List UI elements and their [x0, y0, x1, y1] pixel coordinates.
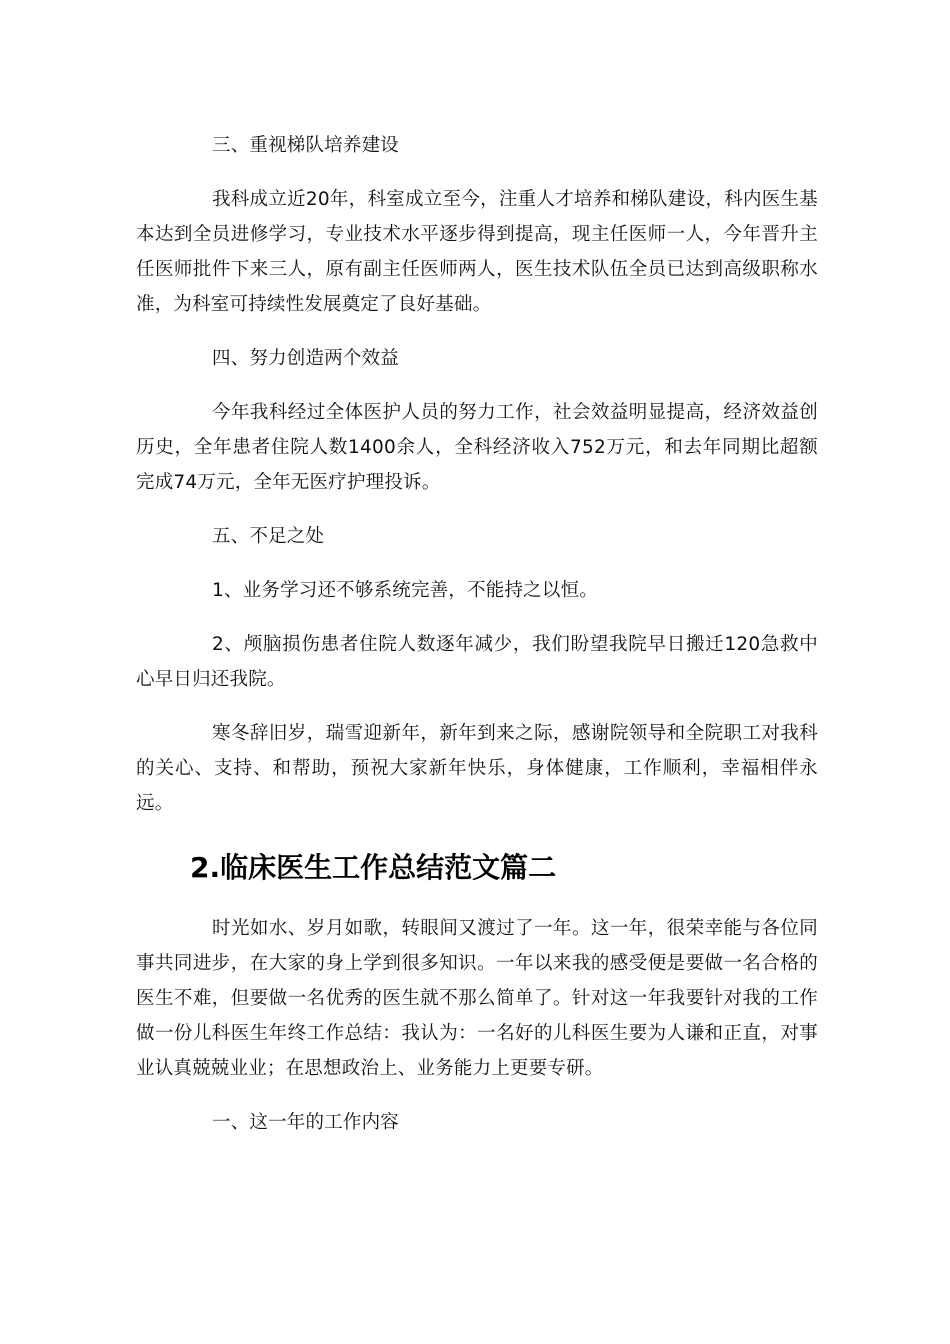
section-heading-work-content: 一、这一年的工作内容: [212, 1112, 400, 1133]
list-item-shortcoming-1: 1、业务学习还不够系统完善，不能持之以恒。: [212, 580, 598, 601]
paragraph-benefits: 今年我科经过全体医护人员的努力工作，社会效益明显提高，经济效益创历史，全年患者住院人数1400余人，全科经济收入752万元，和去年同期比超额完成74万元，全年无医疗护理投诉。: [136, 402, 818, 493]
paragraph-talent: 我科成立近20年，科室成立至今，注重人才培养和梯队建设，科内医生基本达到全员进修学习，专业技术水平逐步得到提高，现主任医师一人，今年晋升主任医师批件下来三人，原有副主任医师两人，医生技术队伍全员已达到高级职称水准，为科室可持续性发展奠定了良好基础。: [136, 189, 818, 315]
section-heading-shortcomings: 五、不足之处: [212, 526, 325, 547]
section-heading-talent: 三、重视梯队培养建设: [212, 135, 400, 156]
article-heading: 2.临床医生工作总结范文篇二: [190, 851, 557, 884]
section-heading-benefits: 四、努力创造两个效益: [212, 348, 400, 369]
closing-paragraph: 寒冬辞旧岁，瑞雪迎新年，新年到来之际，感谢院领导和全院职工对我科的关心、支持、和帮助，预祝大家新年快乐，身体健康，工作顺利，幸福相伴永远。: [136, 723, 818, 814]
document-body: [136, 128, 818, 1159]
intro-paragraph: 时光如水、岁月如歌，转眼间又渡过了一年。这一年，很荣幸能与各位同事共同进步，在大家的身上学到很多知识。一年以来我的感受便是要做一名合格的医生不难，但要做一名优秀的医生就不那么简单了。针对这一年我要针对我的工作做一份儿科医生年终工作总结：我认为：一名好的儿科医生要为人谦和正直，对事业认真兢兢业业；在思想政治上、业务能力上更要专研。: [136, 918, 818, 1079]
list-item-shortcoming-2: 2、颅脑损伤患者住院人数逐年减少，我们盼望我院早日搬迁120急救中心早日归还我院。: [136, 634, 818, 690]
